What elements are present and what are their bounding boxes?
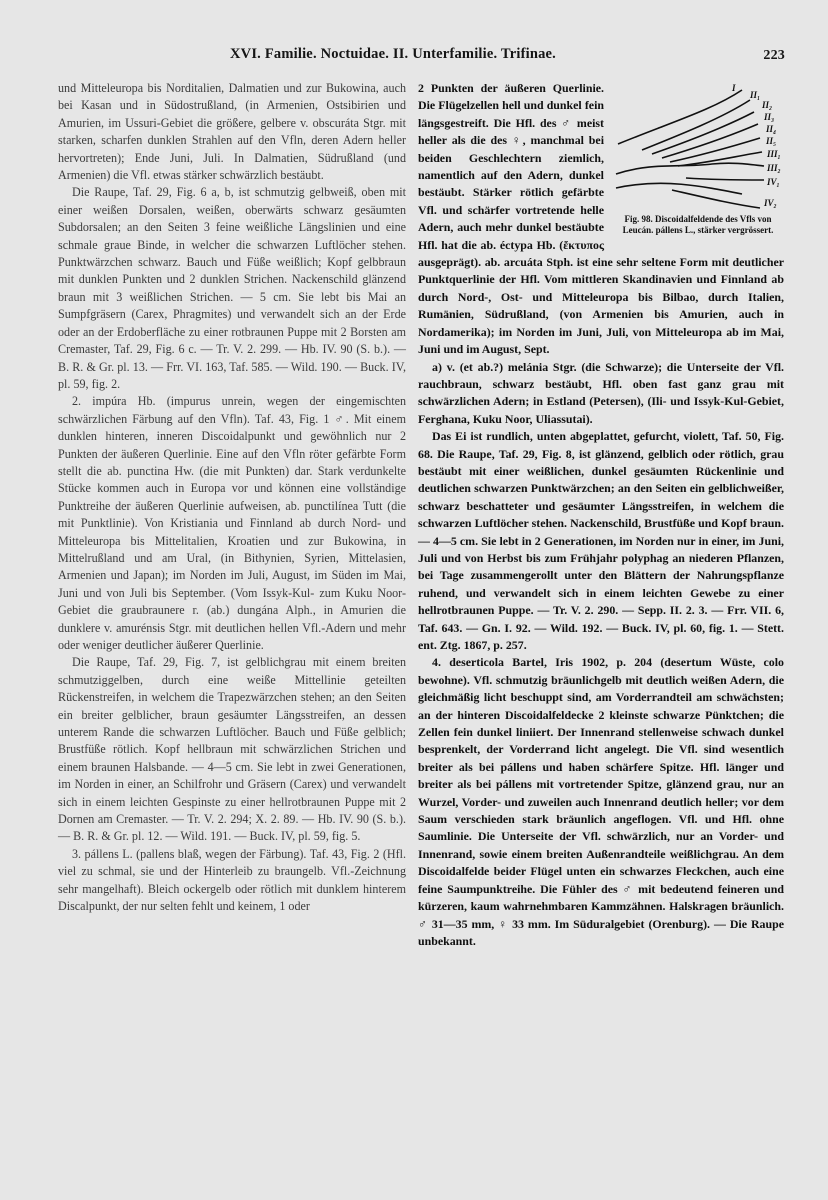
vein-label: II₄ [766,124,777,134]
vein-label: II₁ [750,90,761,100]
vein-label: III₁ [767,149,781,159]
paragraph: Das Ei ist rundlich, unten abgeplattet, gefurcht, violett, Taf. 50, Fig. 68. Die Raupe, Taf. 29, Fig. 8, ist glänzend, gelblich oder rötlich, grau bestäubt mit einer weißlichen, dunkel gesäumten Rückenlinie und deutlichen schwarzen Punktwärzchen; an den Seiten ein gelblichweißer, schwarz beschatteter und gesäumter Längsstreifen, in welchem die schwarzen Luftlöcher stehen. Nackenschild, Brustfüße und Kopf braun. — 4—5 cm. Sie lebt in 2 Generationen, im Norden nur in einer, im Juni, Juli und von Herbst bis zum Frühjahr polyphag an niederen Pflanzen, bei Tage zusammengerollt unter den Blättern der Nahrungspflanze ruhend, und verwandelt sich in einem leichten Gewebe zu einer hellrotbraunen Puppe. — Tr. V. 2. 290. — Sepp. II. 2. 3. — Frr. VII. 6, Taf. 643. — Gn. I. 92. — Wild. 192. — Buck. IV, pl. 60, fig. 1. — Stett. ent. Ztg. 1867, p. 257. [418,429,784,652]
vein-label: II₂ [762,100,773,110]
vein-label: IV₂ [764,198,777,208]
page-header-title: XVI. Familie. Noctuidae. II. Unterfamilie. Trifinae. [230,46,557,62]
paragraph: und Mitteleuropa bis Norditalien, Dalmatien und zur Bukowina, auch bei Kasan und in Südostrußland, (in Armenien, Ostsibirien und Amurien, im Ussuri-Gebiet die größere, gelbere v. obscuráta Stgr. mit starken, scharfen dunklen Strahlen auf den Vfln, deren Adern heller hervortreten); Ende Juni, Juli. In Dalmatien, Südrußland (und Armenien) die Vfl. etwas stärker schwärzlich bestäubt. [58,81,406,183]
vein-label: IV₁ [767,177,780,187]
left-column [58,80,406,916]
paragraph: Die Raupe, Taf. 29, Fig. 6 a, b, ist schmutzig gelbweiß, oben mit einer weißen Dorsalen, weißen, oberwärts schwarz gesäumten Subdorsalen; an den Seiten 3 feine weißliche Längslinien und eine schmale graue Binde, in welcher die schwarzen Luftlöcher stehen. Punktwärzchen schwarz. Bauch und Füße weißlich; Kopf gelbbraun mit dunklen Punkten und 2 dunklen Strichen. Nackenschild glänzend braun mit 3 weißlichen Strichen. — 5 cm. Sie lebt bis Mai an Sumpfgräsern (Carex, Phragmites) und verwandelt sich an der Erde oder an der Erdoberfläche zu einer rotbraunen Puppe mit 2 Borsten am Cremaster, Taf. 29, Fig. 6 c. — Tr. V. 2. 299. — Hb. IV. 90 (S. b.). — B. R. & Gr. pl. 13. — Frr. VI. 163, Taf. 585. — Wild. 190. — Buck. IV, pl. 59, fig. 2. [58,185,406,391]
right-column [418,80,784,950]
paragraph: 4. deserticola Bartel, Iris 1902, p. 204 (desertum Wüste, colo bewohne). Vfl. schmutzig bräunlichgelb mit deutlich weißen Adern, die gleichmäßig licht beschuppt sind, am Vorderrandteil am schwächsten; an der hinteren Discoidalfeldecke 2 kleinste schwarze Pünktchen; die Zellen fein dunkel liniiert. Der Innenrand stellenweise schwach dunkel besprenkelt, der Vorderrand licht angelegt. Die Vfl. sind wesentlich breiter als bei pállens und haben schärfere Spitze. Hfl. länger und breiter als bei pállens mit vortretender Spitze, glänzend grau, nur an Wurzel, Vorder- und zuweilen auch Innenrand deutlich heller; vor dem Saum verschieden stark bräunlich angeflogen. Vfl. und Hfl. ohne Saumlinie. Die Unterseite der Vfl. schwärzlich, nur an Vorder- und Innenrand, sowie einem breiten Außenrandteile weißlichgrau. An dem Discoidalfelde beider Flügel unten ein schwarzes Fleckchen, auch eine feine Saumpunktreihe. Die Fühler des ♂ mit bedeutend feineren und kürzeren, kaum wahrnehmbaren Kammzähnen. Halskragen bräunlich. ♂ 31—35 mm, ♀ 33 mm. Im Süduralgebiet (Orenburg). — Die Raupe unbekannt. [418,655,784,948]
paragraph: 2 Punkten der äußeren Querlinie. Die Flügelzellen hell und dunkel fein längsgestreift. Die Hfl. des ♂ meist heller als die des ♀, manchmal bei beiden Geschlechtern ziemlich, namentlich auf den Adern, dunkel bestäubt. Stärker rötlich gefärbte Vfl. und schärfer vortretende helle Adern, auch mehr dunkel bestäubte Hfl. hat die ab. éctypa Hb. (ἔκτυπος ausgeprägt). ab. arcuáta Stph. ist eine sehr seltene Form mit deutlicher Punktquerlinie der Hfl. Vom mittleren Skandinavien und Finnland ab durch Nord-, Ost- und Mitteleuropa bis Bilbao, durch Italien, Rumänien, Südrußland, (von Armenien bis Amurien, auch in Nordamerika); im Norden im Juni, Juli, von Mitteleuropa ab im Mai, Juni und im August, Sept. [418,81,784,357]
wing-venation-figure [612,82,784,235]
figure-caption: Fig. 98. Discoidalfeldende des Vfls von Leucán. pállens L., stärker vergrössert. [622,214,774,235]
paragraph: 3. pállens L. (pallens blaß, wegen der Färbung). Taf. 43, Fig. 2 (Hfl. viel zu schmal, sie und der Hinterleib zu braungelb. Vfl.-Zeichnung sehr mangelhaft). Bleich ockergelb oder rötlich mit dunklem hinterem Discalpunkt, der nur selten fehlt und keinem, 1 oder [58,846,406,914]
paragraph: a) v. (et ab.?) melánia Stgr. (die Schwarze); die Unterseite der Vfl. rauchbraun, schwarz bestäubt, Hfl. oben fast ganz grau mit schwärzlichen Adern; in Estland (Petersen), (Ili- und Issyk-Kul-Gebiet, Ferghana, Kuku Noor, Uliassutai). [418,359,784,426]
paragraph: Die Raupe, Taf. 29, Fig. 7, ist gelblichgrau mit einem breiten schmutziggelben, durch eine weiße Mittellinie geteilten Rückenstreifen, in welchem die Trapezwärzchen stehen; an den Seiten ein breiter gelblicher, braun gesäumter Längsstreifen, an dessen unterem Rande die schwarzen Luftlöcher. Bauch und Füße gelblich; Brustfüße rötlich. Kopf hellbraun mit schwärzlichen Strichen und einem braunen Halsbande. — 4—5 cm. Sie lebt in zwei Generationen, im Norden in einer, an Schilfrohr und Gräsern (Carex) und verwandelt sich in einem leichten Gespinste zu einer hellrotbraunen Puppe mit 2 Dornen am Cremaster. — Tr. V. 2. 294; X. 2. 89. — Hb. IV. 90 (S. b.). — B. R. & Gr. pl. 12. — Wild. 191. — Buck. IV, pl. 59, fig. 5. [58,655,406,844]
vein-label: II₅ [766,136,777,146]
vein-label: II₃ [764,112,775,122]
paragraph: 2. impúra Hb. (impurus unrein, wegen der eingemischten schwärzlichen Färbung auf den Vfln). Taf. 43, Fig. 1 ♂. Mit einem dunklen hinteren, inneren Discoidalpunkt und gewöhnlich nur 2 Punkten der äußeren Querlinie. Eine auf den Vfln röter gefärbte Form stellt die ab. punctina Hw. (die mit Punkten) dar. Stark verdunkelte Stücke kommen auch in Europa vor und können eine vollständige Punktreihe der äußeren Querlinie aufweisen, ab. punctilínea Tutt (die mit Punktlinie). Von Kristiania und Finnland ab durch Nord- und Mitteleuropa bis Mittelitalien, Kroatien und zur Bukowina, in Mittelrußland und am Ural, (in Bithynien, Syrien, Mittelasien, Armenien und Japan); im Norden im Juli, August, im Süden im Mai, Juni und von Juli bis September. (Vom Issyk-Kul- zum Kuku Noor-Gebiet die graubraunere r. (ab.) dungána Alph., in Amurien die dunklere v. amurénsis Stgr. mit deutlichen hellen Vfl.-Adern und mehr oder weniger deutlicher äußerer Querlinie. [58,394,406,652]
vein-label: III₂ [767,163,781,173]
wing-venation-diagram [612,82,784,212]
page-number: 223 [763,48,785,63]
running-header [230,46,785,68]
vein-label: I [732,83,736,93]
